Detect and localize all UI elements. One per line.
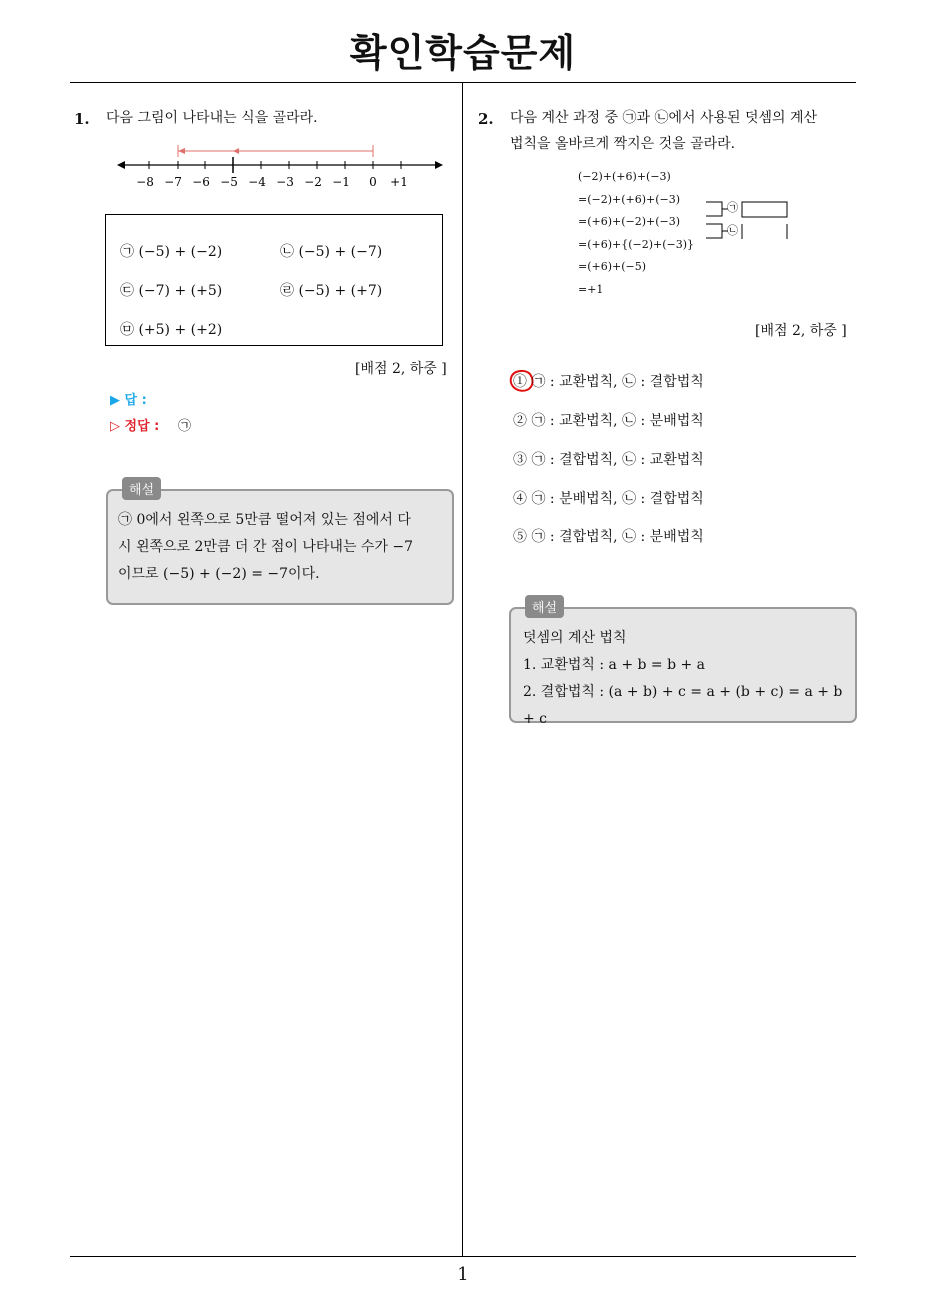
q2-explanation-line: 2. 결합법칙 : (a + b) + c = a + (b + c) = a + b + c: [523, 684, 843, 727]
q2-calculation: [578, 166, 694, 301]
number-line-figure: [115, 140, 445, 196]
calc-line: =+1: [578, 282, 604, 296]
tick-label: −3: [276, 175, 294, 189]
q2-option[interactable]: ③ ㉠ : 결합법칙, ㉡ : 교환법칙: [513, 452, 704, 468]
calc-mark: ㉡: [727, 224, 738, 237]
bottom-rule: [70, 1256, 856, 1257]
calc-mark: ㉠: [727, 201, 738, 214]
tick-label: 0: [369, 175, 377, 189]
q2-option[interactable]: ① ㉠ : 교환법칙, ㉡ : 결합법칙: [513, 374, 704, 390]
q1-explanation-box: [106, 483, 454, 605]
q2-explanation-box: [509, 601, 857, 727]
tick-label: −6: [192, 175, 210, 189]
q2-number: 2.: [478, 110, 494, 128]
tick-label: −1: [332, 175, 350, 189]
calc-bracket-figure: [704, 196, 794, 246]
q1-correct-value: ㉠: [178, 419, 192, 434]
q2-option[interactable]: ⑤ ㉠ : 결합법칙, ㉡ : 분배법칙: [513, 529, 704, 545]
page-number: 1: [457, 1264, 469, 1285]
q2-explanation-line: 1. 교환법칙 : a + b = b + a: [523, 657, 706, 673]
q2-text-line: 다음 계산 과정 중 ㉠과 ㉡에서 사용된 덧셈의 계산: [510, 110, 818, 126]
top-rule: [70, 82, 856, 83]
calc-line: =(+6)+{(−2)+(−3)}: [578, 237, 695, 251]
q2-score: [배점 2, 하중 ]: [755, 323, 847, 339]
column-divider: [462, 83, 463, 1256]
tick-label: −2: [304, 175, 322, 189]
tick-label: −5: [220, 175, 238, 189]
tick-label: +1: [390, 175, 408, 189]
q2-explanation-line: 덧셈의 계산 법칙: [523, 630, 627, 646]
q1-choice[interactable]: ㉤ (+5) + (+2): [120, 322, 223, 338]
q1-choice[interactable]: ㉡ (−5) + (−7): [280, 244, 383, 260]
q1-text: 다음 그림이 나타내는 식을 골라라.: [106, 110, 318, 126]
q1-explanation-line: 이므로 (−5) + (−2) = −7이다.: [118, 566, 320, 582]
q2-option[interactable]: ② ㉠ : 교환법칙, ㉡ : 분배법칙: [513, 413, 704, 429]
q1-explanation-tag: 해설: [122, 477, 161, 500]
q1-choice[interactable]: ㉢ (−7) + (+5): [120, 283, 223, 299]
page-title: 확인학습문제: [349, 31, 577, 75]
q1-choice[interactable]: ㉣ (−5) + (+7): [280, 283, 383, 299]
tick-label: −7: [164, 175, 182, 189]
tick-label: −8: [136, 175, 154, 189]
q1-number: 1.: [74, 110, 90, 128]
q2-option[interactable]: ④ ㉠ : 분배법칙, ㉡ : 결합법칙: [513, 491, 704, 507]
q1-explanation-line: ㉠ 0에서 왼쪽으로 5만큼 떨어져 있는 점에서 다: [118, 512, 411, 528]
q1-choice-box: [105, 214, 443, 346]
q1-choice[interactable]: ㉠ (−5) + (−2): [120, 244, 223, 260]
calc-line: =(−2)+(+6)+(−3): [578, 192, 681, 206]
calc-line: (−2)+(+6)+(−3): [578, 170, 671, 183]
calc-line: =(+6)+(−2)+(−3): [578, 215, 681, 228]
q1-answer-label: ▶ 답 :: [110, 393, 147, 408]
q2-explanation-tag: 해설: [525, 595, 564, 618]
q2-text-line: 법칙을 올바르게 짝지은 것을 골라라.: [510, 136, 736, 152]
q1-score: [배점 2, 하중 ]: [355, 361, 447, 377]
q1-correct-label: ▷ 정답 :: [110, 419, 160, 434]
tick-label: −4: [248, 175, 266, 189]
q1-explanation-line: 시 왼쪽으로 2만큼 더 간 점이 나타내는 수가 −7: [118, 539, 414, 555]
calc-line: =(+6)+(−5): [578, 260, 647, 273]
